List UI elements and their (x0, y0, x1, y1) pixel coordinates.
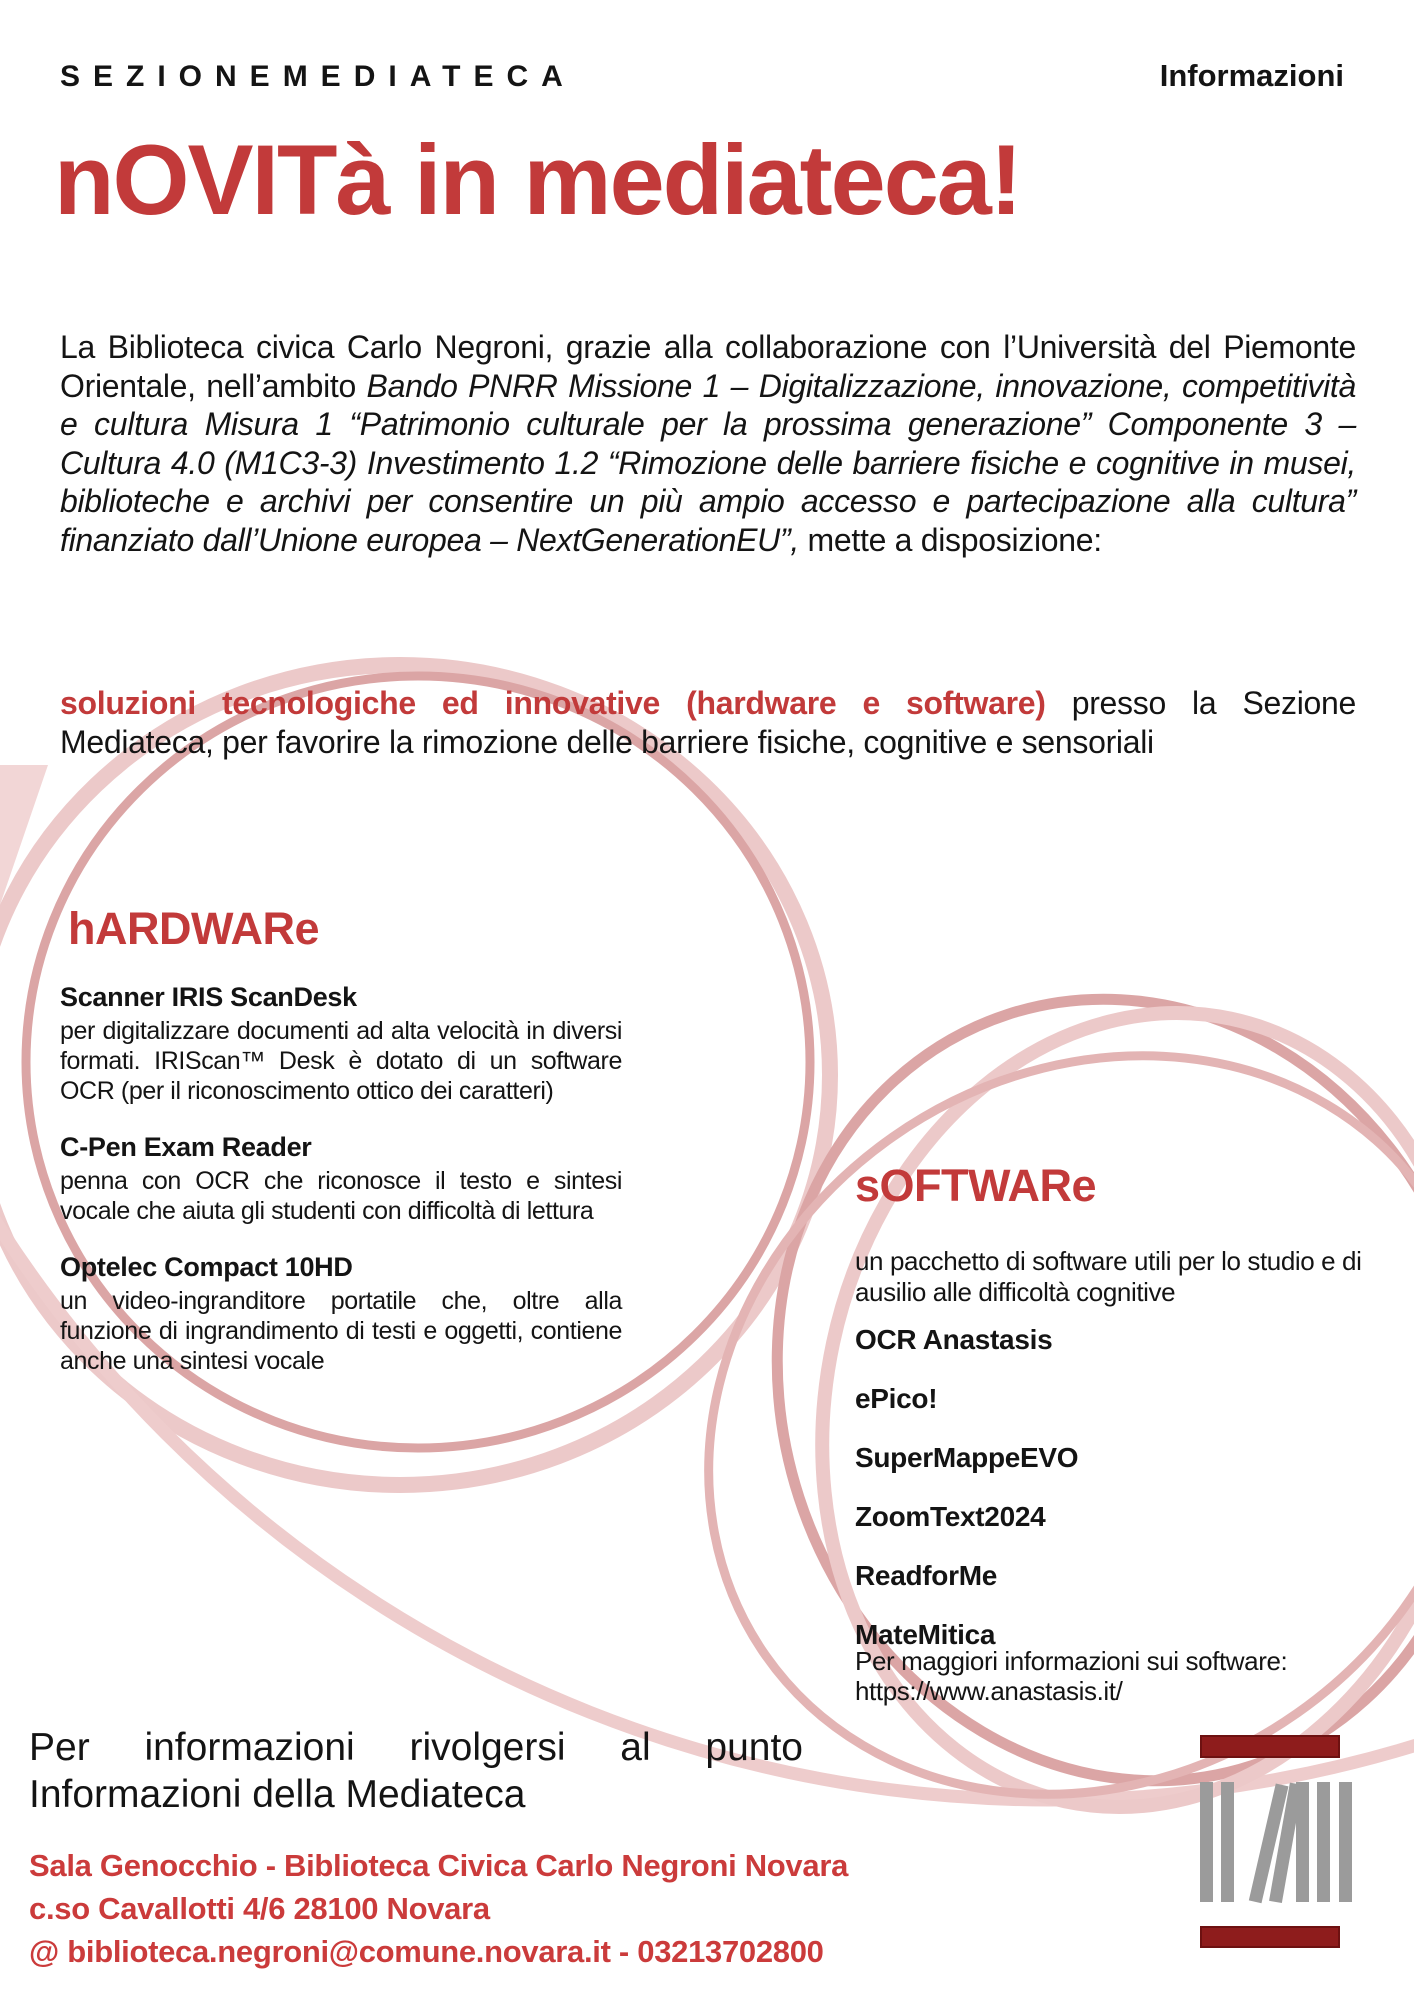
software-heading: sOFTWARe (855, 1160, 1097, 1211)
contact-line-address: c.so Cavallotti 4/6 28100 Novara (29, 1891, 490, 1926)
hardware-list (60, 982, 622, 1402)
software-more-info-label: Per maggiori informazioni sui software: (855, 1646, 1288, 1676)
footer-info-text: Per informazioni rivolgersi al punto Informazioni della Mediateca (29, 1726, 803, 1816)
hardware-item-desc: per digitalizzare documenti ad alta velocità in diversi formati. IRIScan™ Desk è dotato di un software OCR (per il riconoscimento ottico dei caratteri) (60, 1017, 622, 1105)
software-item: ePico! (855, 1383, 938, 1414)
software-item: SuperMappeEVO (855, 1442, 1079, 1473)
info-label: Informazioni (1159, 58, 1344, 93)
logo-book-row (1200, 1782, 1352, 1902)
book-spine-icon (1339, 1782, 1352, 1902)
hardware-item-desc: un video-ingranditore portatile che, oltre alla funzione di ingrandimento di testi e oggetti, contiene anche una sintesi vocale (60, 1287, 622, 1375)
highlight-red-text: soluzioni tecnologiche ed innovative (hardware e software) (60, 685, 1046, 721)
hardware-item-name: C-Pen Exam Reader (60, 1132, 312, 1162)
contact-block (29, 1844, 848, 1973)
hardware-item-name: Scanner IRIS ScanDesk (60, 982, 357, 1012)
software-more-info (855, 1646, 1379, 1706)
contact-line-email-phone: @ biblioteca.negroni@comune.novara.it - 03213702800 (29, 1934, 824, 1969)
book-spine-icon (1200, 1782, 1213, 1902)
software-url: https://www.anastasis.it/ (855, 1676, 1123, 1706)
section-label: SEZIONEMEDIATECA (60, 60, 576, 93)
page-title: nOVITà in mediateca! (54, 124, 1021, 235)
software-item: ReadforMe (855, 1560, 997, 1591)
software-item: MateMitica (855, 1619, 996, 1650)
logo-bottom-shelf (1200, 1926, 1340, 1948)
hardware-heading: hARDWARe (68, 903, 319, 954)
highlight-paragraph (60, 684, 1356, 761)
hardware-item-desc: penna con OCR che riconosce il testo e sintesi vocale che aiuta gli studenti con difficoltà di lettura (60, 1167, 622, 1225)
hardware-item (60, 1132, 622, 1226)
hardware-item-name: Optelec Compact 10HD (60, 1252, 353, 1282)
hardware-item (60, 1252, 622, 1376)
intro-part2-italic: Bando PNRR Missione 1 – Digitalizzazione, innovazione, competitività e cultura Misura 1 “Patrimonio culturale per la prossima generazione” Componente 3 – Cultura 4.0 (M1C3-3) Investimento 1.2 “Rimozione delle barriere fisiche e cognitive in musei, biblioteche e archivi per consentire un più ampio accesso e partecipazione alla cultura” finanziato dall’Unione europea – NextGenerationEU”, (60, 367, 1356, 558)
book-spine-icon (1296, 1782, 1309, 1902)
software-item: ZoomText2024 (855, 1501, 1046, 1532)
software-item: OCR Anastasis (855, 1324, 1053, 1355)
intro-paragraph (60, 328, 1356, 559)
book-spine-icon (1317, 1782, 1330, 1902)
software-list (855, 1324, 1078, 1678)
intro-part3: mette a disposizione: (798, 521, 1102, 558)
book-spine-icon (1221, 1782, 1234, 1902)
hardware-item (60, 982, 622, 1106)
intro-part1: La Biblioteca civica Carlo Negroni, grazie alla collaborazione con l’Università del Piemonte Orientale, nell’ambito (60, 329, 1356, 404)
logo-top-shelf (1200, 1735, 1340, 1758)
contact-line-venue: Sala Genocchio - Biblioteca Civica Carlo Negroni Novara (29, 1848, 849, 1883)
highlight-rest-text: presso la Sezione Mediateca, per favorire la rimozione delle barriere fisiche, cognitive e sensoriali (60, 685, 1356, 760)
library-books-logo (1200, 1735, 1352, 1950)
software-intro: un pacchetto di software utili per lo studio e di ausilio alle difficoltà cognitive (855, 1246, 1362, 1307)
